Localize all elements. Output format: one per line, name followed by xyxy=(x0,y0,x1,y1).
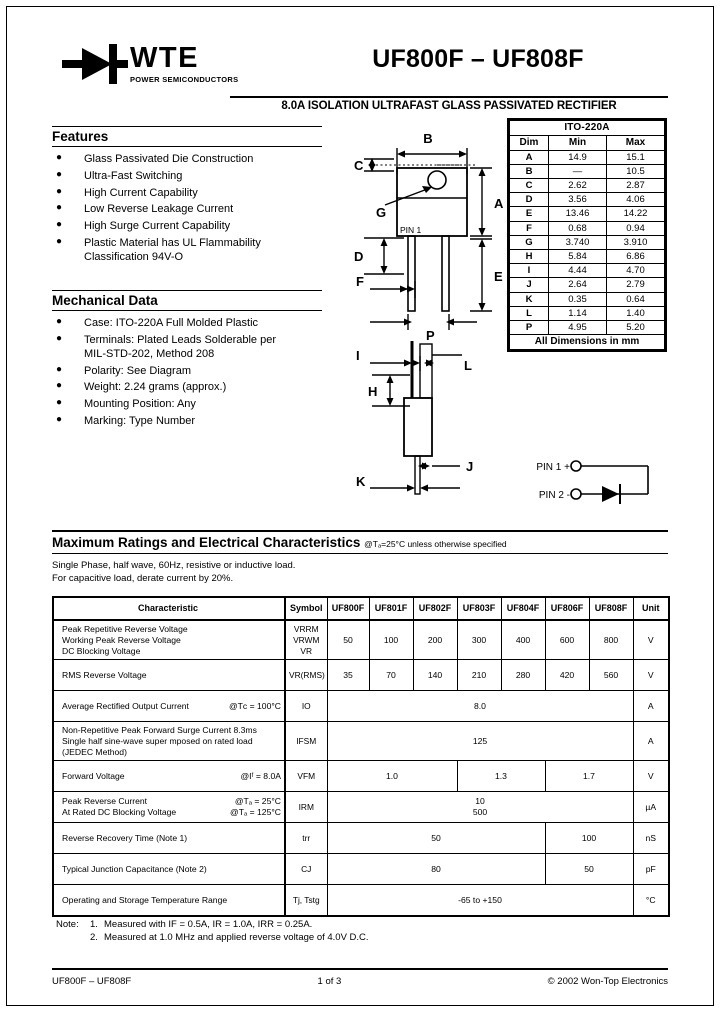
list-item-continuation: Classification 94V-O xyxy=(84,250,184,263)
max-cell: 0.64 xyxy=(607,292,665,306)
pin1-label: PIN 1 + xyxy=(536,462,570,473)
max-col-header: Max xyxy=(607,135,665,150)
dim-cell: G xyxy=(510,235,549,249)
footer-part-number: UF800F – UF808F xyxy=(52,976,132,987)
value-cell: 800 xyxy=(589,620,633,660)
symbol-line: VR xyxy=(300,645,313,656)
page-title: UF800F – UF808F xyxy=(372,45,584,73)
list-item: ● Glass Passivated Die Construction xyxy=(52,153,322,167)
char-condition: @Tₐ = 25°C xyxy=(234,796,281,807)
max-cell: 5.20 xyxy=(607,321,665,335)
preamble-line-1: Single Phase, half wave, 60Hz, resistive or inductive load. xyxy=(52,560,296,571)
preamble-line-2: For capacitive load, derate current by 20%. xyxy=(52,572,234,584)
pin2-label: PIN 2 - xyxy=(538,490,570,501)
ratings-heading xyxy=(52,535,668,550)
mechanical-data-section xyxy=(52,290,322,428)
table-row xyxy=(53,854,669,885)
unit-cell: nS xyxy=(633,823,669,854)
list-item: ● Case: ITO-220A Full Molded Plastic xyxy=(52,317,322,331)
value-cell: 35 xyxy=(327,660,369,691)
value-cell: 200 xyxy=(413,620,457,660)
dim-cell: F xyxy=(510,221,549,235)
char-condition: @Iᶠ = 8.0A xyxy=(240,770,281,781)
ratings-section xyxy=(52,530,668,917)
char-line: (JEDEC Method) xyxy=(62,746,127,757)
min-cell: 4.44 xyxy=(549,264,607,278)
table-row xyxy=(53,722,669,761)
table-row xyxy=(53,885,669,917)
unit-cell: V xyxy=(633,761,669,792)
min-col-header: Min xyxy=(549,135,607,150)
ratings-divider-bottom xyxy=(52,553,668,554)
list-item-continuation: MIL-STD-202, Method 208 xyxy=(84,347,215,360)
header-uf808f: UF808F xyxy=(589,597,633,621)
logo-wordmark: WTE xyxy=(130,42,199,74)
footer-page-number: 1 of 3 xyxy=(317,976,342,987)
max-cell: 15.1 xyxy=(607,150,665,164)
max-cell: 3.910 xyxy=(607,235,665,249)
value-cell-group: 100 xyxy=(545,823,633,854)
table-row xyxy=(53,823,669,854)
char-condition: @Tᴄ = 100°C xyxy=(228,700,281,711)
row-characteristic xyxy=(53,691,285,722)
row-characteristic xyxy=(53,620,285,660)
value-line: 10 xyxy=(475,796,485,807)
max-cell: 14.22 xyxy=(607,207,665,221)
dim-cell: L xyxy=(510,306,549,320)
footnote-1-index: 1. xyxy=(90,919,98,930)
max-cell: 1.40 xyxy=(607,306,665,320)
max-cell: 6.86 xyxy=(607,250,665,264)
list-item: ● Marking: Type Number xyxy=(52,415,322,429)
footnote-1-text: Measured with IF = 0.5A, IR = 1.0A, IRR = 0.25A. xyxy=(104,919,313,930)
footnotes xyxy=(56,918,656,945)
value-cell: 280 xyxy=(501,660,545,691)
page-header xyxy=(52,30,668,112)
row-symbol: IRM xyxy=(285,792,327,823)
dim-label-P: P xyxy=(426,328,435,343)
row-symbol: IO xyxy=(285,691,327,722)
max-cell: 10.5 xyxy=(607,164,665,178)
features-list xyxy=(52,153,322,264)
char-condition: @Tₐ = 125°C xyxy=(230,807,281,818)
dim-label-C: C xyxy=(354,158,364,173)
symbol-line: VRWM xyxy=(293,634,320,645)
mechanical-data-list xyxy=(52,317,322,428)
footnote-2-index: 2. xyxy=(90,932,98,944)
pin1-marker-label: PIN 1 xyxy=(400,225,422,235)
table-row xyxy=(510,264,665,278)
dim-label-B: B xyxy=(423,131,433,146)
table-row xyxy=(510,193,665,207)
table-row xyxy=(510,164,665,178)
header-unit: Unit xyxy=(633,597,669,621)
value-cell: 140 xyxy=(413,660,457,691)
value-cell: 100 xyxy=(369,620,413,660)
min-cell: 13.46 xyxy=(549,207,607,221)
dimension-table-container xyxy=(507,118,667,357)
ratings-title-text: Maximum Ratings and Electrical Characteristics xyxy=(52,535,361,550)
features-heading: Features xyxy=(52,126,322,147)
dim-cell: I xyxy=(510,264,549,278)
min-cell: 4.95 xyxy=(549,321,607,335)
product-subtitle: 8.0A ISOLATION ULTRAFAST GLASS PASSIVATED RECTIFIER xyxy=(281,100,617,112)
min-cell: 5.84 xyxy=(549,250,607,264)
value-cell: 600 xyxy=(545,620,589,660)
dim-cell: D xyxy=(510,193,549,207)
unit-cell: °C xyxy=(633,885,669,917)
symbol-line: VRRM xyxy=(293,623,319,634)
table-row xyxy=(53,691,669,722)
title-divider xyxy=(230,96,668,98)
specifications-table xyxy=(52,596,670,918)
list-item: ● Ultra-Fast Switching xyxy=(52,170,322,184)
subtitle-block xyxy=(230,100,668,112)
row-characteristic xyxy=(53,792,285,823)
row-symbol: CJ xyxy=(285,854,327,885)
table-row xyxy=(510,235,665,249)
mechanical-data-heading: Mechanical Data xyxy=(52,290,322,311)
row-symbol: trr xyxy=(285,823,327,854)
row-symbol: VR(RMS) xyxy=(285,660,327,691)
table-row xyxy=(510,150,665,164)
max-cell: 4.70 xyxy=(607,264,665,278)
unit-cell: pF xyxy=(633,854,669,885)
dim-label-H: H xyxy=(368,384,378,399)
dim-label-D: D xyxy=(354,249,364,264)
value-cell: 560 xyxy=(589,660,633,691)
min-cell: 14.9 xyxy=(549,150,607,164)
footer-copyright: © 2002 Won-Top Electronics xyxy=(547,976,668,987)
table-row xyxy=(510,278,665,292)
row-characteristic xyxy=(53,761,285,792)
dim-cell: C xyxy=(510,179,549,193)
unit-cell: V xyxy=(633,620,669,660)
value-cell: 400 xyxy=(501,620,545,660)
table-row xyxy=(53,660,669,691)
value-cell-group: 80 xyxy=(327,854,545,885)
header-uf806f: UF806F xyxy=(545,597,589,621)
value-cell: 50 xyxy=(327,620,369,660)
header-uf801f: UF801F xyxy=(369,597,413,621)
logo-tagline: POWER SEMICONDUCTORS xyxy=(130,75,239,84)
row-characteristic: RMS Reverse Voltage xyxy=(53,660,285,691)
table-row xyxy=(510,306,665,320)
diode-logo-icon xyxy=(62,44,128,84)
char-line: Non-Repetitive Peak Forward Surge Current 8.3ms xyxy=(62,724,257,735)
value-cell: 300 xyxy=(457,620,501,660)
footnote-2 xyxy=(56,931,656,944)
value-cell-merged: -65 to +150 xyxy=(327,885,633,917)
page-content xyxy=(52,30,668,987)
notes-label: Note: xyxy=(56,919,79,930)
dim-cell: B xyxy=(510,164,549,178)
row-characteristic: Typical Junction Capacitance (Note 2) xyxy=(53,854,285,885)
dim-label-F: F xyxy=(356,274,364,289)
header-characteristic: Characteristic xyxy=(53,597,285,621)
value-cell-group: 1.3 xyxy=(457,761,545,792)
footer-divider xyxy=(52,968,668,970)
table-row xyxy=(510,179,665,193)
dim-col-header: Dim xyxy=(510,135,549,150)
ratings-divider-top xyxy=(52,530,668,532)
list-item: ● High Surge Current Capability xyxy=(52,220,322,234)
list-item: ● Polarity: See Diagram xyxy=(52,365,322,379)
header-symbol: Symbol xyxy=(285,597,327,621)
list-item: ● Mounting Position: Any xyxy=(52,398,322,412)
char-line: DC Blocking Voltage xyxy=(62,645,141,656)
left-column xyxy=(52,126,332,432)
char-line: Peak Reverse Current xyxy=(62,796,148,807)
value-cell-group: 50 xyxy=(327,823,545,854)
value-cell: 210 xyxy=(457,660,501,691)
dim-cell: E xyxy=(510,207,549,221)
max-cell: 2.79 xyxy=(607,278,665,292)
list-item: ● High Current Capability xyxy=(52,187,322,201)
unit-cell: A xyxy=(633,722,669,761)
min-cell: 2.62 xyxy=(549,179,607,193)
dim-cell: A xyxy=(510,150,549,164)
row-symbol: IFSM xyxy=(285,722,327,761)
dim-label-A: A xyxy=(494,196,504,211)
dim-cell: K xyxy=(510,292,549,306)
row-characteristic xyxy=(53,722,285,761)
list-item: ● Plastic Material has UL Flammability xyxy=(52,237,322,251)
max-cell: 0.94 xyxy=(607,221,665,235)
value-cell-group: 50 xyxy=(545,854,633,885)
value-cell-merged: 8.0 xyxy=(327,691,633,722)
list-item: ● Weight: 2.24 grams (approx.) xyxy=(52,381,322,395)
char-line: Peak Repetitive Reverse Voltage xyxy=(62,623,188,634)
page-footer xyxy=(52,968,668,987)
table-row xyxy=(53,792,669,823)
dim-cell: J xyxy=(510,278,549,292)
unit-cell: µA xyxy=(633,792,669,823)
dim-table-footer: All Dimensions in mm xyxy=(510,335,665,350)
unit-cell: V xyxy=(633,660,669,691)
table-row xyxy=(53,761,669,792)
dim-label-L: L xyxy=(464,358,472,373)
table-row xyxy=(510,250,665,264)
dim-label-G: G xyxy=(376,205,387,220)
dim-cell: P xyxy=(510,321,549,335)
min-cell: 0.35 xyxy=(549,292,607,306)
dim-label-J: J xyxy=(466,459,474,474)
max-cell: 4.06 xyxy=(607,193,665,207)
list-item: ● Low Reverse Leakage Current xyxy=(52,203,322,217)
min-cell: 3.56 xyxy=(549,193,607,207)
value-cell-group: 1.0 xyxy=(327,761,457,792)
header-uf803f: UF803F xyxy=(457,597,501,621)
char-line: Working Peak Reverse Voltage xyxy=(62,634,181,645)
pin-schematic-diagram xyxy=(520,452,700,522)
table-row xyxy=(510,207,665,221)
value-cell: 420 xyxy=(545,660,589,691)
unit-cell: A xyxy=(633,691,669,722)
header-uf802f: UF802F xyxy=(413,597,457,621)
header-uf800f: UF800F xyxy=(327,597,369,621)
table-header-row xyxy=(53,597,669,621)
value-cell-merged: 125 xyxy=(327,722,633,761)
row-characteristic: Operating and Storage Temperature Range xyxy=(53,885,285,917)
row-symbol: Tj, Tstg xyxy=(285,885,327,917)
dimension-table xyxy=(509,120,665,350)
footnote-2-text: Measured at 1.0 MHz and applied reverse voltage of 4.0V D.C. xyxy=(104,932,369,944)
value-line: 500 xyxy=(472,807,488,818)
ratings-condition-text: @Tₐ=25°C unless otherwise specified xyxy=(364,539,507,549)
dim-cell: H xyxy=(510,250,549,264)
dim-label-K: K xyxy=(356,474,366,489)
row-characteristic: Reverse Recovery Time (Note 1) xyxy=(53,823,285,854)
table-row xyxy=(510,292,665,306)
min-cell: 1.14 xyxy=(549,306,607,320)
list-item: ● Terminals: Plated Leads Solderable per xyxy=(52,334,322,348)
header-uf804f: UF804F xyxy=(501,597,545,621)
min-cell: 2.64 xyxy=(549,278,607,292)
char-line: At Rated DC Blocking Voltage xyxy=(62,807,177,818)
dim-table-caption: ITO-220A xyxy=(510,121,665,136)
value-cell-group: 1.7 xyxy=(545,761,633,792)
table-row xyxy=(510,221,665,235)
dim-label-E: E xyxy=(494,269,503,284)
char-line: Forward Voltage xyxy=(62,770,125,781)
part-number-title-block xyxy=(288,46,668,72)
footnote-1 xyxy=(56,918,656,931)
row-symbol: VFM xyxy=(285,761,327,792)
min-cell: 3.740 xyxy=(549,235,607,249)
company-logo xyxy=(62,44,242,84)
max-cell: 2.87 xyxy=(607,179,665,193)
min-cell: — xyxy=(549,164,607,178)
table-row xyxy=(53,620,669,660)
char-line: Single half sine-wave super mposed on rated load xyxy=(62,735,253,746)
row-symbol xyxy=(285,620,327,660)
value-cell-merged xyxy=(327,792,633,823)
dim-label-I: I xyxy=(356,348,360,363)
ratings-preamble xyxy=(52,560,668,586)
features-section xyxy=(52,126,322,264)
min-cell: 0.68 xyxy=(549,221,607,235)
table-row xyxy=(510,321,665,335)
char-line: Average Rectified Output Current xyxy=(62,700,189,711)
value-cell: 70 xyxy=(369,660,413,691)
